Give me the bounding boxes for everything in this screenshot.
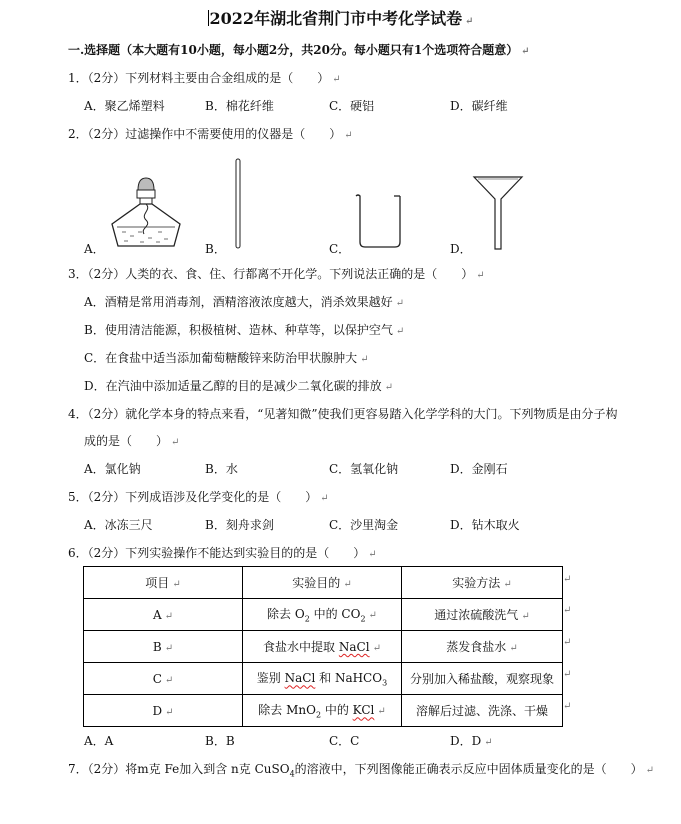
- table-header-cell: [243, 567, 402, 599]
- question-2-text: 2．（2分）过滤操作中不需要使用的仪器是（ ）: [68, 127, 342, 141]
- table-cell-purpose: [243, 631, 402, 663]
- paragraph-mark: ↵: [484, 737, 493, 748]
- paragraph-mark: ↵: [171, 437, 180, 448]
- question-5-text: 5．（2分）下列成语涉及化学变化的是（ ）: [68, 490, 318, 504]
- paragraph-mark: ↵: [395, 298, 405, 309]
- question-6-stem: [68, 544, 377, 561]
- cell-text: 鉴别: [256, 671, 285, 686]
- row-end-mark: ↵: [563, 701, 572, 712]
- spellcheck-underlined-text: KCl: [352, 703, 375, 718]
- spellcheck-underlined-text: NaCl: [338, 640, 370, 654]
- paragraph-mark: ↵: [360, 354, 369, 365]
- q4-option-a[interactable]: A．氯化钠: [84, 462, 141, 476]
- q5-option-a[interactable]: A．冰冻三尺: [84, 518, 153, 532]
- paragraph-mark: ↵: [332, 74, 341, 85]
- question-7-text: 7．（2分）将m克 Fe加入到含 n克 CuSO: [68, 762, 290, 776]
- cell-text: 除去 O: [267, 607, 305, 622]
- question-1-text: 1．（2分）下列材料主要由合金组成的是（ ）: [68, 71, 330, 85]
- q3-option-c[interactable]: [84, 349, 369, 366]
- cell-text: 和 NaHCO: [315, 671, 383, 686]
- q3-option-b-text: B．使用清洁能源，积极植树、造林、种草等，以保护空气: [84, 323, 393, 337]
- q1-option-c[interactable]: C．硬铝: [329, 99, 375, 113]
- paragraph-mark: ↵: [368, 549, 377, 560]
- table-row: [84, 663, 563, 695]
- paragraph-mark: ↵: [165, 706, 174, 718]
- spellcheck-underlined-text: NaCl: [284, 671, 316, 686]
- experiment-table: [83, 566, 563, 727]
- q6-option-a[interactable]: A．A: [84, 734, 114, 748]
- cell-text: 除去 MnO: [258, 703, 316, 718]
- glass-rod-figure: [232, 158, 244, 250]
- q3-option-d-text: D．在汽油中添加适量乙醇的目的是减少二氧化碳的排放: [84, 379, 382, 393]
- q3-option-b[interactable]: [84, 321, 404, 338]
- paragraph-mark: ↵: [465, 16, 474, 27]
- question-7-text-post: 的溶液中，下列图像能正确表示反应中固体质量变化的是（ ）: [294, 762, 643, 776]
- paragraph-mark: ↵: [164, 674, 174, 686]
- table-cell-item: [84, 599, 243, 631]
- paragraph-mark: ↵: [368, 610, 377, 622]
- header-item: 项目: [145, 576, 170, 590]
- table-row: [84, 631, 563, 663]
- q6-option-b[interactable]: B．B: [205, 734, 235, 748]
- question-7-stem: [68, 760, 654, 778]
- table-cell-purpose: [243, 599, 402, 631]
- subscript: 2: [315, 710, 322, 720]
- cell-text: B: [152, 639, 162, 654]
- cell-text: 通过浓硫酸洗气: [434, 608, 519, 622]
- cell-text: 溶解后过滤、洗涤、干燥: [415, 704, 548, 718]
- paragraph-mark: ↵: [645, 765, 655, 776]
- table-row: [84, 695, 563, 727]
- q2-option-c[interactable]: C．: [329, 242, 351, 256]
- question-5-stem: [68, 488, 329, 505]
- table-cell-item: [84, 663, 243, 695]
- header-purpose: 实验目的: [292, 576, 341, 590]
- question-1-stem: [68, 69, 341, 86]
- q5-option-d[interactable]: D．钻木取火: [450, 518, 520, 532]
- paragraph-mark: ↵: [343, 579, 352, 590]
- cell-text: 食盐水中提取: [263, 640, 339, 654]
- paragraph-mark: ↵: [503, 579, 512, 590]
- funnel-figure: [472, 175, 524, 251]
- question-6-text: 6．（2分）下列实验操作不能达到实验目的的是（ ）: [68, 546, 366, 560]
- subscript: 2: [304, 614, 310, 624]
- row-end-mark: ↵: [563, 669, 572, 680]
- question-3-text: 3．（2分）人类的衣、食、住、行都离不开化学。下列说法正确的是（ ）: [68, 267, 474, 281]
- q1-option-a[interactable]: A．聚乙烯塑料: [84, 99, 165, 113]
- table-cell-method: [402, 599, 563, 631]
- cell-text: 蒸发食盐水: [446, 640, 507, 654]
- q6-option-c[interactable]: C．C: [329, 734, 360, 748]
- cell-text: 中的 CO: [309, 607, 361, 622]
- paragraph-mark: ↵: [320, 493, 329, 504]
- paragraph-mark: ↵: [164, 642, 174, 654]
- subscript: 4: [289, 769, 295, 779]
- question-4-stem-line2: [84, 432, 179, 449]
- title-text: 2022年湖北省荆门市中考化学试卷: [209, 9, 463, 28]
- section-text: 一.选择题（本大题有10小题，每小题2分，共20分。每小题只有1个选项符合题意）: [68, 43, 519, 57]
- table-cell-method: [402, 631, 563, 663]
- paragraph-mark: ↵: [509, 643, 518, 654]
- row-end-mark: ↵: [563, 637, 572, 648]
- paragraph-mark: ↵: [172, 579, 181, 590]
- paragraph-mark: ↵: [476, 270, 485, 281]
- q1-option-d[interactable]: D．碳纤维: [450, 99, 508, 113]
- q3-option-a[interactable]: [84, 293, 404, 310]
- table-cell-item: [84, 631, 243, 663]
- q2-option-a[interactable]: A．: [84, 242, 105, 256]
- question-4-stem-line1: 4．（2分）就化学本身的特点来看，“见著知微”使我们更容易踏入化学学科的大门。下列物质是由分子构: [68, 407, 618, 421]
- table-header-cell: [84, 567, 243, 599]
- row-end-mark: ↵: [563, 605, 572, 616]
- section-header: [68, 41, 530, 58]
- paragraph-mark: ↵: [164, 610, 174, 622]
- q6-option-d-text: D．D: [450, 734, 482, 748]
- page-title: [0, 6, 681, 29]
- q3-option-d[interactable]: [84, 377, 393, 394]
- paragraph-mark: ↵: [395, 326, 405, 337]
- question-4-line2-text: 成的是（ ）: [84, 434, 169, 448]
- cell-text: 分别加入稀盐酸，观察现象: [409, 672, 554, 686]
- table-cell-purpose: [243, 695, 402, 727]
- q3-option-a-text: A．酒精是常用消毒剂，酒精溶液浓度越大，消杀效果越好: [84, 295, 393, 309]
- paragraph-mark: ↵: [377, 706, 386, 718]
- question-2-stem: [68, 125, 353, 142]
- table-header-row: [84, 567, 563, 599]
- q5-option-b[interactable]: B．刻舟求剑: [205, 518, 274, 532]
- paragraph-mark: ↵: [521, 611, 530, 622]
- cell-text: 中的: [321, 703, 353, 718]
- paragraph-mark: ↵: [521, 46, 530, 57]
- table-cell-purpose: [243, 663, 402, 695]
- q4-option-b[interactable]: B．水: [205, 462, 238, 476]
- text-cursor: [208, 10, 209, 26]
- q4-option-d[interactable]: D．金刚石: [450, 462, 508, 476]
- beaker-figure: [354, 192, 406, 250]
- q2-option-b[interactable]: B．: [205, 242, 226, 256]
- q4-option-c[interactable]: C．氢氧化钠: [329, 462, 399, 476]
- table-row: [84, 599, 563, 631]
- q6-option-d[interactable]: [450, 732, 493, 749]
- q2-option-d[interactable]: D．: [450, 242, 472, 256]
- subscript: 2: [360, 614, 366, 624]
- row-end-mark: ↵: [563, 574, 572, 585]
- table-cell-method: [402, 663, 563, 695]
- table-cell-method: [402, 695, 563, 727]
- paragraph-mark: ↵: [344, 130, 353, 141]
- table-cell-item: [84, 695, 243, 727]
- paragraph-mark: ↵: [372, 643, 381, 654]
- paragraph-mark: ↵: [384, 382, 394, 393]
- q1-option-b[interactable]: B．棉花纤维: [205, 99, 274, 113]
- q3-option-c-text: C．在食盐中适当添加葡萄糖酸锌来防治甲状腺肿大: [84, 351, 358, 365]
- header-method: 实验方法: [452, 576, 501, 590]
- cell-text: D: [152, 703, 163, 718]
- question-3-stem: [68, 265, 485, 282]
- cell-text: C: [152, 671, 162, 686]
- cell-text: A: [152, 607, 162, 622]
- subscript: 3: [382, 678, 388, 688]
- q5-option-c[interactable]: C．沙里淘金: [329, 518, 399, 532]
- table-header-cell: [402, 567, 563, 599]
- alcohol-lamp-figure: [104, 176, 188, 250]
